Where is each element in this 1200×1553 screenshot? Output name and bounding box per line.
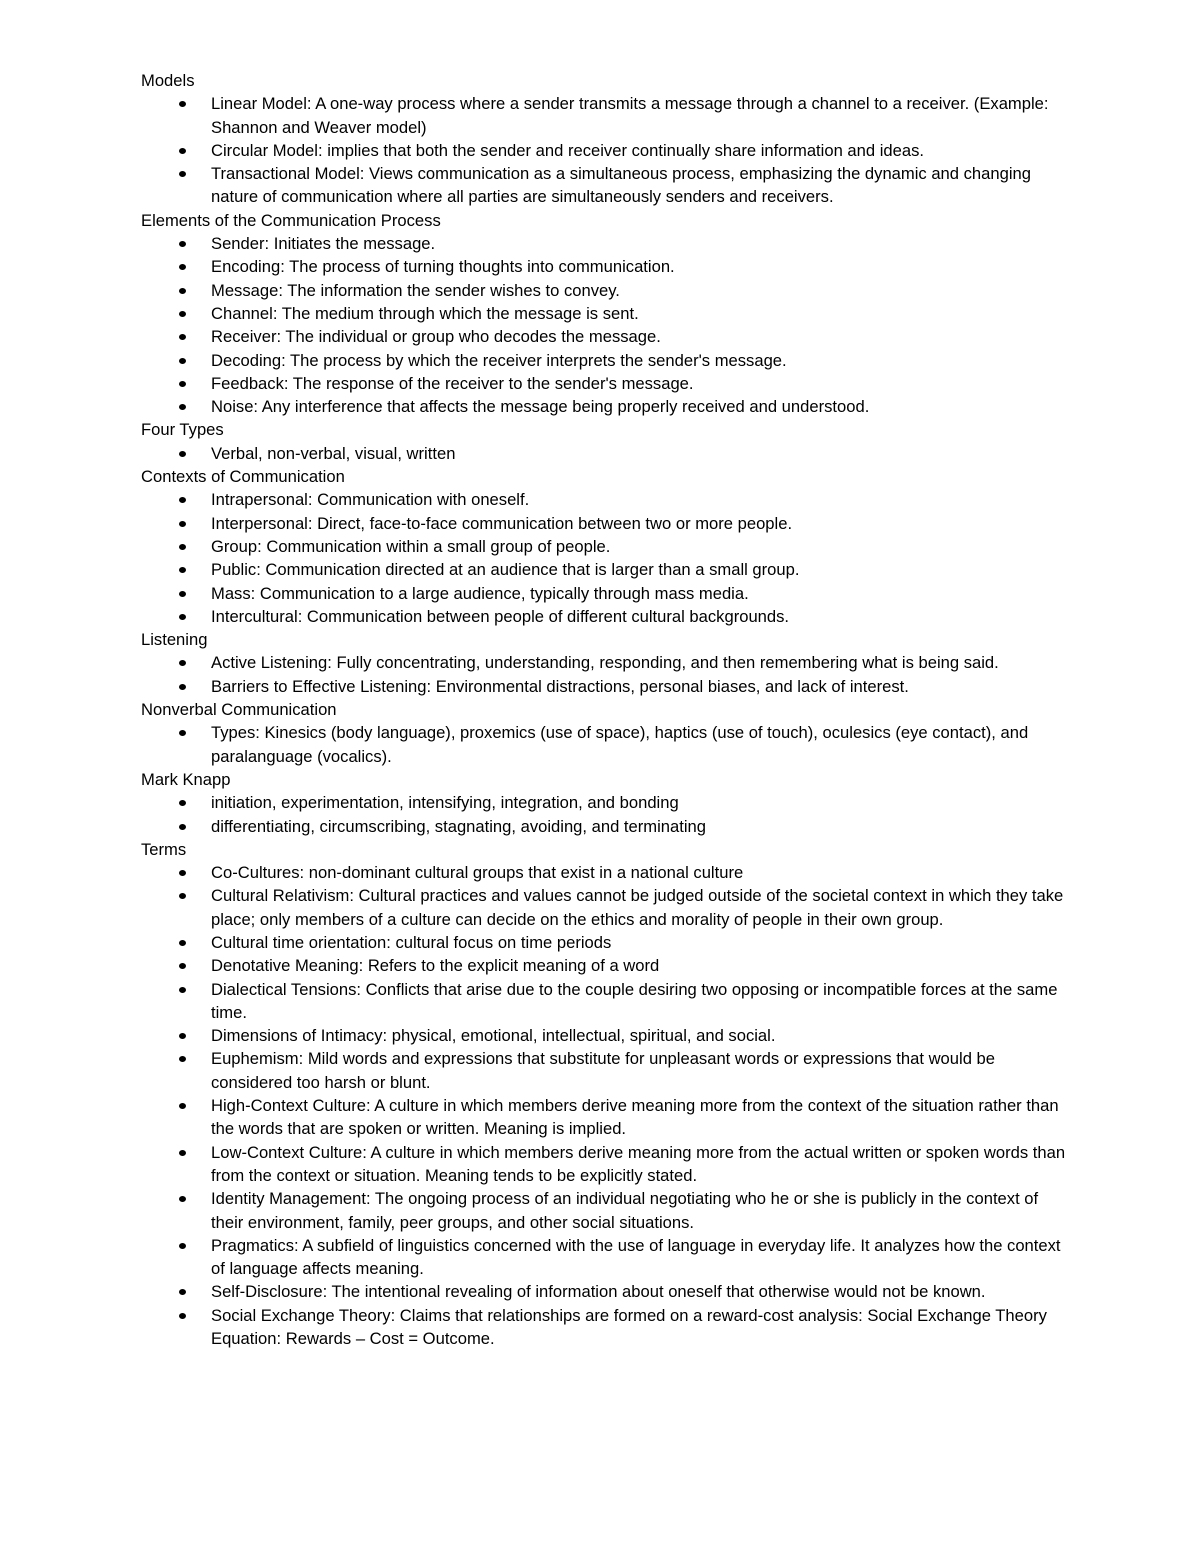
list-item-text: Identity Management: The ongoing process of an individual negotiating who he or she is publicly in the context of their environment, family, peer groups, and other social situations.: [211, 1189, 1039, 1232]
list-item-text: Self-Disclosure: The intentional revealing of information about oneself that otherwise would not be known.: [211, 1282, 986, 1302]
list-item-text: Denotative Meaning: Refers to the explicit meaning of a word: [211, 956, 660, 976]
bullet-icon: [179, 381, 186, 387]
list-item-text: Types: Kinesics (body language), proxemics (use of space), haptics (use of touch), oculesics (eye contact), and paralanguage (vocalics).: [211, 723, 1029, 766]
list-item-text: Intercultural: Communication between people of different cultural backgrounds.: [211, 606, 790, 626]
bullet-icon: [179, 940, 186, 946]
list-item: [211, 1047, 1066, 1094]
list-item-text: Mass: Communication to a large audience, typically through mass media.: [211, 583, 749, 603]
list-item-text: Encoding: The process of turning thoughts into communication.: [211, 257, 675, 277]
bullet-icon: [179, 544, 186, 550]
list-item: [211, 162, 1066, 209]
bullet-icon: [179, 591, 186, 597]
list-item: [211, 1141, 1066, 1188]
list-item-text: Verbal, non-verbal, visual, written: [211, 443, 456, 463]
list-item-text: Dimensions of Intimacy: physical, emotional, intellectual, spiritual, and social.: [211, 1026, 776, 1046]
list-item: [211, 721, 1066, 768]
list-item-text: Cultural Relativism: Cultural practices and values cannot be judged outside of the societal context in which they take place; only members of a culture can decide on the ethics and morality of people in their own group.: [211, 886, 1064, 929]
document-content: [141, 69, 1066, 1350]
bullet-icon: [179, 800, 186, 806]
section-heading: Elements of the Communication Process: [141, 210, 441, 230]
bullet-list: [141, 488, 1066, 628]
list-item: [211, 535, 1066, 558]
list-item: [211, 884, 1066, 931]
list-item: [211, 279, 1066, 302]
bullet-list: [141, 791, 1066, 838]
list-item-text: Dialectical Tensions: Conflicts that arise due to the couple desiring two opposing or incompatible forces at the same time.: [211, 979, 1058, 1022]
section-heading: Contexts of Communication: [141, 467, 345, 487]
bullet-icon: [179, 893, 186, 899]
bullet-icon: [179, 870, 186, 876]
list-item-text: Receiver: The individual or group who decodes the message.: [211, 327, 661, 347]
bullet-list: [141, 92, 1066, 208]
list-item-text: initiation, experimentation, intensifying, integration, and bonding: [211, 793, 679, 813]
bullet-icon: [179, 358, 186, 364]
bullet-icon: [179, 1056, 186, 1062]
bullet-icon: [179, 497, 186, 503]
section-heading: Models: [141, 71, 195, 90]
bullet-icon: [179, 1243, 186, 1249]
list-item-text: Sender: Initiates the message.: [211, 234, 436, 254]
list-item: [211, 1187, 1066, 1234]
list-item-text: Co-Cultures: non-dominant cultural groups that exist in a national culture: [211, 863, 744, 883]
bullet-icon: [179, 963, 186, 969]
list-item-text: Cultural time orientation: cultural focus on time periods: [211, 932, 612, 952]
bullet-icon: [179, 614, 186, 620]
bullet-icon: [179, 148, 186, 154]
list-item-text: Active Listening: Fully concentrating, understanding, responding, and then remembering what is being said.: [211, 653, 999, 673]
list-item-text: Circular Model: implies that both the sender and receiver continually share information and ideas.: [211, 140, 924, 160]
bullet-list: [141, 232, 1066, 418]
list-item: [211, 232, 1066, 255]
list-item: [211, 1024, 1066, 1047]
section-heading: Mark Knapp: [141, 769, 231, 789]
bullet-icon: [179, 684, 186, 690]
section-heading: Terms: [141, 839, 187, 859]
list-item: [211, 372, 1066, 395]
list-item-text: Transactional Model: Views communication as a simultaneous process, emphasizing the dynamic and changing nature of communication where all parties are simultaneously senders and receivers.: [211, 164, 1031, 207]
list-item: [211, 488, 1066, 511]
bullet-icon: [179, 1313, 186, 1319]
bullet-list: [141, 721, 1066, 768]
list-item-text: High-Context Culture: A culture in which members derive meaning more from the context of the situation rather than the words that are spoken or written. Meaning is implied.: [211, 1096, 1059, 1139]
list-item-text: Message: The information the sender wishes to convey.: [211, 280, 620, 300]
bullet-icon: [179, 404, 186, 410]
bullet-icon: [179, 1033, 186, 1039]
list-item: [211, 931, 1066, 954]
bullet-icon: [179, 311, 186, 317]
list-item-text: Feedback: The response of the receiver to the sender's message.: [211, 373, 694, 393]
list-item-text: Channel: The medium through which the message is sent.: [211, 303, 639, 323]
bullet-icon: [179, 660, 186, 666]
bullet-icon: [179, 288, 186, 294]
list-item-text: Noise: Any interference that affects the message being properly received and understood.: [211, 397, 870, 417]
list-item: [211, 139, 1066, 162]
section-heading: Listening: [141, 630, 208, 650]
list-item-text: Low-Context Culture: A culture in which members derive meaning more from the actual written or spoken words than from the context or situation. Meaning tends to be explicitly stated.: [211, 1142, 1066, 1185]
list-item-text: Public: Communication directed at an audience that is larger than a small group.: [211, 560, 800, 580]
bullet-list: [141, 651, 1066, 698]
bullet-icon: [179, 451, 186, 457]
list-item: [211, 395, 1066, 418]
list-item: [211, 582, 1066, 605]
list-item: [211, 302, 1066, 325]
list-item: [211, 815, 1066, 838]
list-item-text: Barriers to Effective Listening: Environmental distractions, personal biases, and lack of interest.: [211, 676, 909, 696]
list-item: [211, 1094, 1066, 1141]
bullet-icon: [179, 987, 186, 993]
list-item-text: Intrapersonal: Communication with oneself.: [211, 490, 530, 510]
list-item: [211, 558, 1066, 581]
list-item-text: Decoding: The process by which the receiver interprets the sender's message.: [211, 350, 787, 370]
bullet-icon: [179, 730, 186, 736]
list-item: [211, 349, 1066, 372]
list-item-text: Linear Model: A one-way process where a sender transmits a message through a channel to a receiver. (Example: Shannon and Weaver model): [211, 94, 1049, 137]
bullet-icon: [179, 824, 186, 830]
bullet-icon: [179, 521, 186, 527]
list-item-text: Pragmatics: A subfield of linguistics concerned with the use of language in everyday life. It analyzes how the context of language affects meaning.: [211, 1235, 1061, 1279]
list-item-text: Interpersonal: Direct, face-to-face communication between two or more people.: [211, 513, 793, 533]
list-item: [211, 954, 1066, 977]
bullet-icon: [179, 334, 186, 340]
bullet-icon: [179, 241, 186, 247]
list-item: [211, 675, 1066, 698]
list-item: [211, 255, 1066, 278]
bullet-icon: [179, 1103, 186, 1109]
list-item-text: Group: Communication within a small group of people.: [211, 536, 611, 556]
list-item-text: Euphemism: Mild words and expressions that substitute for unpleasant words or expressions that would be considered too harsh or blunt.: [211, 1049, 995, 1092]
bullet-icon: [179, 1196, 186, 1202]
bullet-list: [141, 442, 1066, 465]
list-item: [211, 1280, 1066, 1303]
list-item: [211, 861, 1066, 884]
list-item: [211, 325, 1066, 348]
list-item: [211, 605, 1066, 628]
bullet-icon: [179, 101, 186, 107]
bullet-icon: [179, 1289, 186, 1295]
list-item: [211, 651, 1066, 674]
bullet-icon: [179, 264, 186, 270]
bullet-icon: [179, 567, 186, 573]
list-item: [211, 1304, 1066, 1351]
list-item: [211, 978, 1066, 1025]
bullet-icon: [179, 171, 186, 177]
bullet-icon: [179, 1150, 186, 1156]
list-item-text: Social Exchange Theory: Claims that relationships are formed on a reward-cost analysis: Social Exchange Theory Equation: Rewards – Cost = Outcome.: [211, 1305, 1047, 1349]
list-item: [211, 92, 1066, 139]
list-item: [211, 442, 1066, 465]
section-heading: Four Types: [141, 420, 224, 440]
section-heading: Nonverbal Communication: [141, 700, 337, 720]
list-item: [211, 1234, 1066, 1281]
list-item: [211, 791, 1066, 814]
bullet-list: [141, 861, 1066, 1350]
list-item-text: differentiating, circumscribing, stagnating, avoiding, and terminating: [211, 816, 707, 836]
list-item: [211, 512, 1066, 535]
